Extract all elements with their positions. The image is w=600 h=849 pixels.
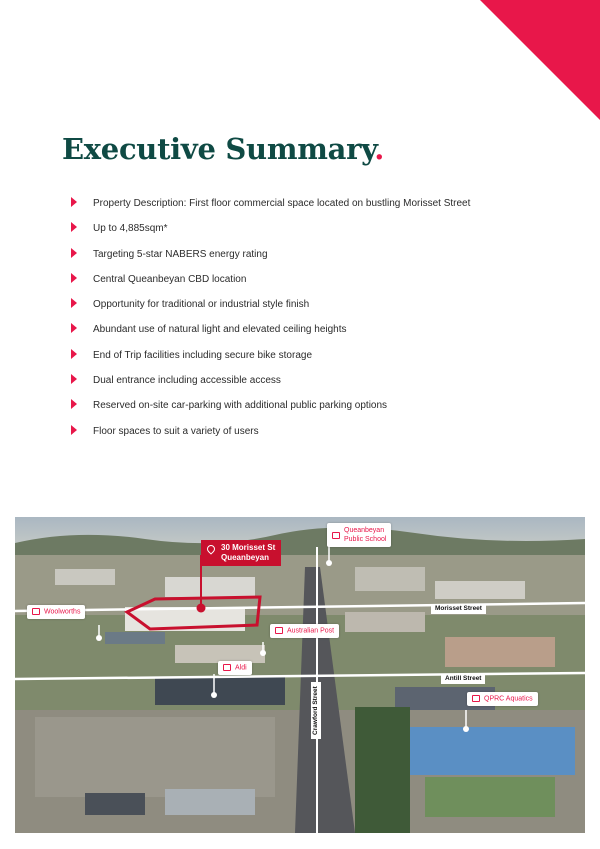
woolworths-label-text: Woolworths	[44, 608, 81, 616]
property-line1: 30 Morisset St	[221, 543, 276, 552]
list-item-text: Dual entrance including accessible access	[93, 375, 281, 387]
cart-icon	[472, 695, 480, 702]
qprc-label	[467, 692, 538, 706]
bullet-arrow-icon	[71, 197, 77, 207]
bullet-arrow-icon	[71, 349, 77, 359]
cart-icon	[223, 664, 231, 671]
street-label-morisset: Morisset Street	[431, 604, 486, 614]
school-label	[327, 523, 391, 547]
list-item-text: Abundant use of natural light and elevated ceiling heights	[93, 324, 347, 336]
list-item-text: Floor spaces to suit a variety of users	[93, 425, 259, 437]
woolworths-label	[27, 605, 85, 619]
bullet-arrow-icon	[71, 222, 77, 232]
list-item	[70, 221, 470, 246]
qprc-label-text: QPRC Aquatics	[484, 695, 533, 703]
school-label-line1: Queanbeyan	[344, 527, 385, 534]
cart-icon	[32, 608, 40, 615]
aerial-photo-drawing	[15, 517, 585, 833]
bullet-arrow-icon	[71, 273, 77, 283]
list-item-text: Property Description: First floor commercial space located on bustling Morisset Street	[93, 198, 471, 209]
location-pin-icon	[205, 543, 216, 554]
list-item	[70, 322, 470, 347]
list-item-text: End of Trip facilities including secure bike storage	[93, 349, 313, 361]
property-line2: Queanbeyan	[221, 553, 270, 562]
school-label-line2: Public School	[344, 536, 387, 543]
mail-icon	[275, 627, 283, 634]
aerial-map-photo	[15, 517, 585, 833]
bullet-arrow-icon	[71, 374, 77, 384]
list-item	[70, 272, 470, 297]
title-accent-dot: .	[374, 132, 385, 166]
aldi-label-text: Aldi	[235, 664, 247, 672]
post-label-text: Australian Post	[287, 627, 335, 635]
corner-accent-triangle	[480, 0, 600, 120]
page-title-text: Executive Summary	[62, 132, 375, 166]
school-icon	[332, 532, 340, 539]
summary-list	[70, 196, 470, 449]
bullet-arrow-icon	[71, 298, 77, 308]
list-item-text: Central Queanbeyan CBD location	[93, 273, 247, 285]
bullet-arrow-icon	[71, 399, 77, 409]
list-item	[70, 297, 470, 322]
list-item	[70, 247, 470, 272]
list-item	[70, 424, 470, 449]
page-title	[62, 132, 384, 166]
post-label	[270, 624, 339, 638]
list-item-text: Targeting 5-star NABERS energy rating	[93, 248, 268, 260]
street-label-antill: Antill Street	[441, 674, 485, 684]
list-item	[70, 196, 470, 221]
list-item	[70, 373, 470, 398]
list-item-text: Opportunity for traditional or industrial style finish	[93, 299, 310, 311]
list-item-text: Reserved on-site car-parking with additional public parking options	[93, 400, 388, 412]
street-label-crawford: Crawford Street	[311, 682, 321, 739]
property-marker-label	[201, 540, 281, 566]
bullet-arrow-icon	[71, 323, 77, 333]
list-item-text: Up to 4,885sqm*	[93, 223, 168, 235]
list-item	[70, 348, 470, 373]
list-item	[70, 398, 470, 423]
aldi-label	[218, 661, 252, 675]
bullet-arrow-icon	[71, 248, 77, 258]
bullet-arrow-icon	[71, 425, 77, 435]
